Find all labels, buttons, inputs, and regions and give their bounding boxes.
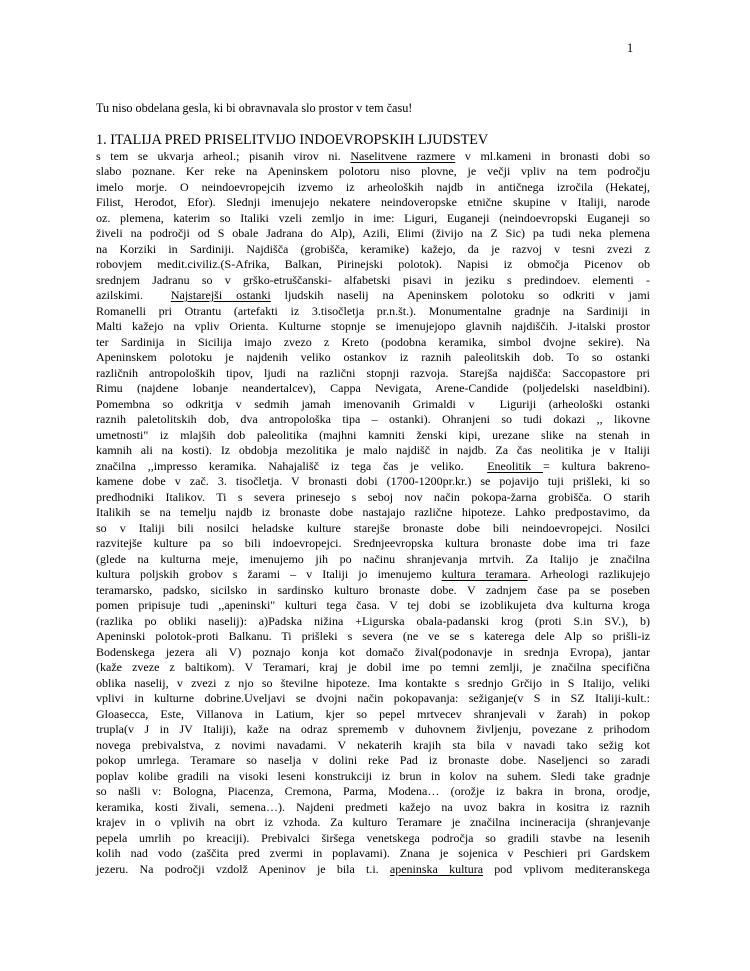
text-segment: Filist, Herodot, Efor). Slednji imenujejo nekatere neindoveropske etnične skupine v Italiji, narode	[96, 195, 650, 209]
text-segment: s tem se ukvarja arheol.; pisanih virov ni.	[96, 148, 351, 163]
text-line	[96, 784, 650, 800]
text-line	[96, 211, 650, 227]
text-segment: Rimu (najdene lobanje neandertalcev), Cappa Nevigata, Arene-Candide (poljedelski naseldbini).	[96, 381, 650, 395]
underlined-term: kultura teramara	[441, 567, 528, 581]
text-line	[96, 691, 650, 707]
text-line	[96, 552, 650, 568]
text-segment: poplav kolibe gradili na visoki leseni konstrukciji iz brun in kolov na suhem. Sledi take gradnje	[96, 768, 650, 783]
text-segment: vplivi in kulturne dobrine.Uveljavi se dvojni način pokopavanja: sežiganje(v S in SZ Italiji-kult.:	[96, 691, 650, 705]
text-line	[96, 614, 650, 630]
text-line	[96, 226, 650, 242]
text-segment: Gloasecca, Este, Villanova in Latium, kjer so pepel mrtvecev shranjevali v žarah) in pokop	[96, 706, 650, 721]
body-text	[96, 149, 650, 878]
text-segment: ljudskih naselij na Apeninskem polotoku so odkriti v jami	[270, 288, 651, 302]
text-segment: kolih nad vodo (zaščita pred zvermi in poplavami). Znana je sojenica v Peschieri pri Gardskem	[96, 846, 650, 860]
text-segment: umetnosti" iz mlajših dob paleolitika (majhni kamniti ženski kipi, urezane slike na stenah in	[96, 427, 650, 442]
text-segment: predhodniki Italikov. Ti s severa prinesejo s seboj nov način pokopa-žarna grobišča. O starih	[96, 489, 650, 504]
text-line	[96, 180, 650, 196]
text-segment: kamnih ali na kosti). Iz obdobja mezolitika je malo najdišč in najdb. Za čas neolitika je v Italiji	[96, 443, 650, 457]
text-segment: živeli na področji od S obale Jadrana do Alp), Azili, Elimi (živijo na Z Sic) pa tudi neka plemena	[96, 226, 650, 240]
text-segment: oblika naselij, v zvezi z njo so številne hipoteze. Ima kontakte s srednjo Grčijo in S Italijo, veliki	[96, 675, 650, 690]
text-line	[96, 443, 650, 459]
page-number: 1	[627, 41, 634, 55]
text-line	[96, 567, 650, 583]
text-segment: Bodenskega jezera ali V) poznajo konja kot domačo žival(podonavje in srednja Evropa), jantar	[96, 644, 650, 659]
text-segment: pomen pripisuje tudi ,,apeninski" kulturi tega časa. V tej dobi se izoblikujeta dva kulturna kroga	[96, 598, 650, 612]
text-line	[96, 335, 650, 351]
text-line	[96, 164, 650, 180]
underlined-term: Naselitvene razmere	[350, 148, 456, 163]
text-line	[96, 381, 650, 397]
text-segment: pepela umrlih po kreaciji). Prebivalci širšega venetskega področja so gradili stavbe na lesenih	[96, 830, 650, 845]
text-line	[96, 660, 650, 676]
text-line	[96, 474, 650, 490]
text-segment: trupla(v J in JV Italiji), kaže na odraz sprememb v duhovnem življenju, povezane z prihodom	[96, 722, 650, 736]
text-segment: Apeninski polotok-proti Balkanu. Ti prišleki s severa (ne ve se s katerega dele Alp so prišli-iz	[96, 629, 650, 643]
text-segment: teramarsko, padsko, sicilsko in sardinsko kulturo bronaste dobe. V zadnjem čase pa se poseben	[96, 582, 650, 597]
text-line	[96, 350, 650, 366]
text-segment: imelo morje. O neindoevropejcih izvemo iz arheoloških najdb in antičnega izročila (Hekatej,	[96, 179, 650, 194]
text-segment: ter Sardinija in Sicilija imajo zvezo z Kreto (podobna keramika, simbol dvojne sekire). Na	[96, 334, 650, 349]
text-segment: so v Italiji bili nosilci heladske kulture starejše bronaste dobe bili neindoevropejci. Nosilci	[96, 520, 650, 535]
underlined-term: Najstarejši ostanki	[170, 288, 271, 302]
underlined-term: apeninska kultura	[389, 861, 484, 876]
text-line	[96, 645, 650, 661]
text-line	[96, 862, 650, 878]
text-segment: Malti kažejo na vpliv Orienta. Kulturne stopnje se imenujejopo glavnih najdiščih. J-italski prostor	[96, 319, 650, 333]
text-line	[96, 366, 650, 382]
text-segment: (razlika po obliki naselij): a)Padska nižina +Ligurska obala-padanski krog (proti S.in SV.), b)	[96, 613, 650, 628]
text-line	[96, 319, 650, 335]
underlined-term: Eneolitik	[487, 458, 543, 473]
text-line	[96, 412, 650, 428]
text-segment: značilna ,,impresso keramika. Nahajališč iz tega čas je veliko.	[96, 458, 488, 473]
text-line	[96, 815, 650, 831]
text-segment: . Arheologi razlikujejo	[527, 567, 650, 581]
text-line	[96, 707, 650, 723]
text-line	[96, 831, 650, 847]
text-line	[96, 459, 650, 475]
text-segment: robovjem medit.civiliz.(S-Afrika, Balkan, Pirinejski polotok). Napisi iz območja Picenov ob	[96, 257, 650, 271]
text-segment: slabo poznane. Ker reke na Apeninskem polotoru niso plovne, je večji vpliv na tem področju	[96, 164, 650, 178]
text-segment: (kaže zveze z baltikom). V Teramari, kraj je dobil ime po temni zemlji, je značilna specifična	[96, 660, 650, 674]
text-line	[96, 149, 650, 165]
text-line	[96, 428, 650, 444]
text-line	[96, 800, 650, 816]
text-segment: razvitejše kulture pa so bili indoevropejci. Srednjeevropska kultura bronaste dobe ima tri faze	[96, 536, 650, 550]
text-line	[96, 846, 650, 862]
text-line	[96, 769, 650, 785]
text-line	[96, 521, 650, 537]
section-heading: 1. ITALIJA PRED PRISELITVIJO INDOEVROPSKIH LJUDSTEV	[96, 132, 489, 148]
text-line	[96, 598, 650, 614]
page-content	[96, 101, 650, 877]
text-segment: = kultura bakreno-	[543, 458, 650, 473]
text-segment: (glede na kulturna meje, imenujemo jih po načinu shranjevanja mrtvih. Za Italijo je značilna	[96, 551, 650, 566]
text-segment: različnih antropoloških tipov, ljudi na različni stopnji razvoja. Starejša najdišča: Saccopastore pri	[96, 365, 650, 380]
text-segment: jezeru. Na področji vzdolž Apeninov je bila t.i.	[96, 861, 390, 876]
text-segment: Pomembna so odkritja v sedmih jamah imenovanih Grimaldi v Liguriji (arheološki ostanki	[96, 396, 650, 411]
text-segment: so našli v: Bologna, Piacenza, Cremona, Parma, Modena… (orožje iz bakra in brona, orodje,	[96, 784, 650, 798]
text-segment: krajev in o vplivih na obrt iz vzhoda. Za kulturo Teramare je značilna incineracija (shranjevanje	[96, 815, 650, 829]
text-segment: kamene dobe v zač. 3. tisočletja. V bronasti dobi (1700-1200pr.kr.) se pojavijo tuji prišleki, ki so	[96, 474, 650, 488]
text-segment: raznih paletolitskih dob, dva antropološka tipa – ostanki). Ohranjeni so tudi dokazi ,, likovne	[96, 412, 650, 426]
text-segment: keramika, kosti živali, semena…). Najdeni predmeti kažejo na uvoz bakra in kositra iz raznih	[96, 799, 650, 814]
text-line	[96, 304, 650, 320]
text-segment: v ml.kameni in bronasti dobi so	[455, 148, 650, 163]
text-segment: kultura poljskih grobov s žarami – v Italiji jo imenujemo	[96, 567, 442, 581]
text-segment: Apeninskem polotoku je najdenih veliko ostankov iz raznih paleolitskih dob. To so ostanki	[96, 350, 650, 364]
text-line	[96, 753, 650, 769]
text-line	[96, 195, 650, 211]
text-line	[96, 505, 650, 521]
text-segment: azilskimi.	[96, 288, 171, 302]
text-line	[96, 257, 650, 273]
intro-note: Tu niso obdelana gesla, ki bi obravnavala slo prostor v tem času!	[96, 101, 413, 115]
text-segment: oz. plemena, katerim so Italiki vzeli zemljo in ime: Liguri, Euganeji (neindoevropski Euganeji so	[96, 210, 650, 225]
text-line	[96, 676, 650, 692]
text-segment: na Korziki in Sardiniji. Najdišča (grobišča, keramike) kažejo, da je razvoj v tesni zvezi z	[96, 241, 650, 256]
text-segment: Romanelli pri Otrantu (artefakti iz 3.tisočletja pr.n.št.). Monumentalne gradnje na Sardiniji in	[96, 303, 650, 318]
text-segment: novega prebivalstva, z novimi navadami. V nekaterih krajih sta bila v navadi tako sežig kot	[96, 737, 650, 752]
text-line	[96, 242, 650, 258]
text-line	[96, 490, 650, 506]
text-segment: Italikih se na temelju najdb iz bronaste dobe nastajajo različne hipoteze. Lahko predpostavimo, da	[96, 505, 650, 519]
text-line	[96, 397, 650, 413]
text-segment: pokop umrlega. Teramare so naselja v dolini reke Pad iz bronaste dobe. Naseljenci so zaradi	[96, 753, 650, 767]
text-line	[96, 273, 650, 289]
text-line	[96, 738, 650, 754]
text-segment: srednjem Jadranu so v grško-etruščanski- alfabetski pisavi in jeziku s predindoev. elementi -	[96, 272, 650, 287]
text-line	[96, 629, 650, 645]
text-line	[96, 722, 650, 738]
text-line	[96, 288, 650, 304]
text-line	[96, 583, 650, 599]
text-segment: pod vplivom mediteranskega	[483, 861, 650, 876]
text-line	[96, 536, 650, 552]
